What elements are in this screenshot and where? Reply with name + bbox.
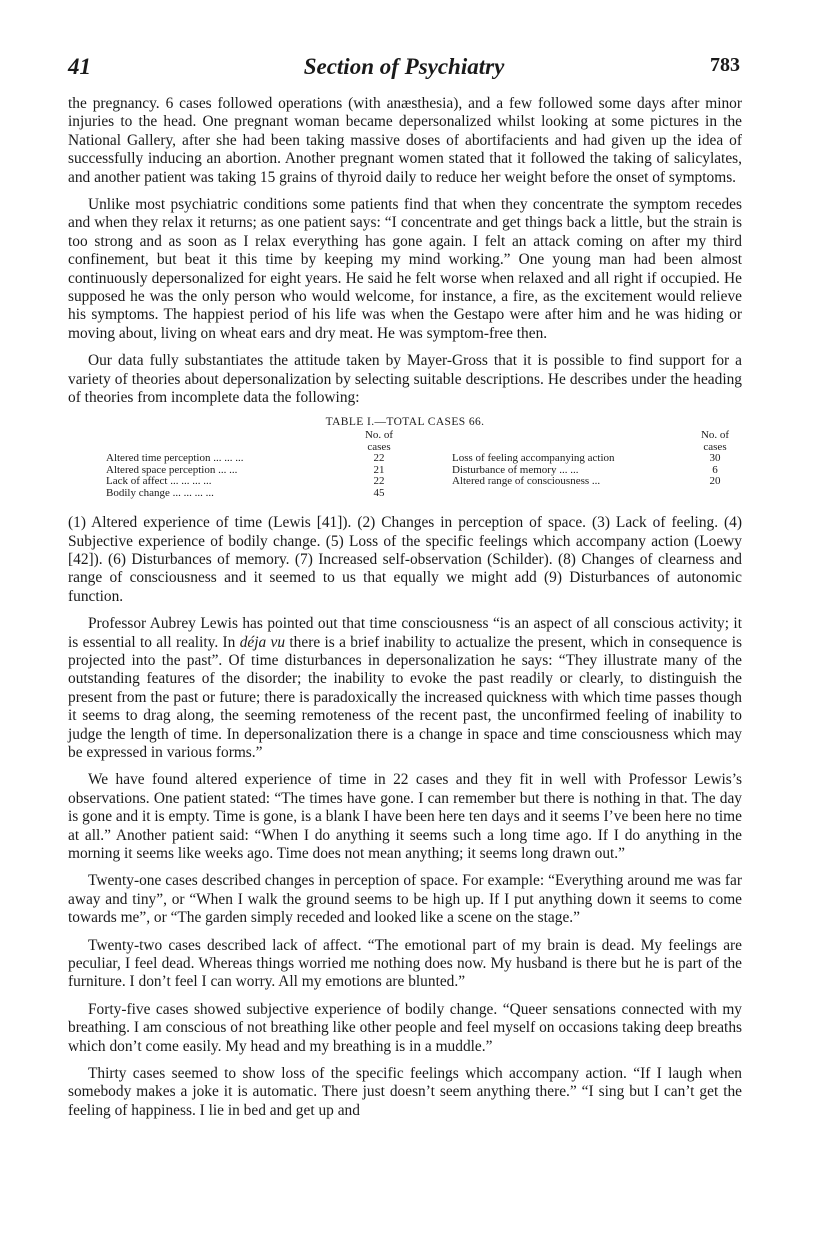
table-row-left	[106, 453, 406, 465]
table-row-label: Altered range of consciousness ...	[452, 475, 601, 488]
table-title: TABLE I.—TOTAL CASES 66.	[325, 415, 485, 428]
table-row-value: 22	[373, 475, 385, 488]
paragraph-5-part-a: Professor Aubrey Lewis has pointed out that time consciousness “is an aspect of all conscious activity; it is essential to all reality. In	[68, 615, 742, 651]
table-row-value: 30	[709, 452, 721, 465]
table-row-label: Disturbance of memory ... ...	[452, 463, 579, 476]
table-row-value: 21	[373, 463, 385, 476]
table-row-value: 20	[709, 475, 721, 488]
paragraph-8: Twenty-two cases described lack of affect. “The emotional part of my brain is dead. My feelings are peculiar, I feel dead. Whereas things worried me nothing does now. My husband is there but he is part of the furniture. I don’t feel I can worry. All my emotions are blunted.”	[68, 936, 742, 991]
page-number-left: 41	[68, 54, 91, 79]
table-1	[68, 417, 742, 505]
paragraph-5-italic: déja vu	[239, 633, 286, 651]
paragraph-9: Forty-five cases showed subjective experience of bodily change. “Queer sensations connected with my breathing. I am conscious of not breathing like other people and feel myself on occasions taking deep breaths which don’t come easily. My head and my breathing is in a muddle.”	[68, 1000, 742, 1055]
section-title: Section of Psychiatry	[303, 54, 505, 79]
paragraph-2: Unlike most psychiatric conditions some patients find that when they concentrate the symptom recedes and when they relax it returns; as one patient says: “I concentrate and get things back a little, but the strain is too strong and as soon as I relax everything has gone again. I felt an attack coming on after my third confinement, but beat it this time by keeping my mind working.” One young man had been almost continuously depersonalized for eight years. He said he felt worse when relaxed and all right if occupied. He supposed he was the only person who would welcome, for instance, a fire, as the excitement would relieve his symptoms. The happiest period of his life was when the Gestapo were after him and he was hiding or moving about, living on wheat ears and dry meat. He was symptom-free then.	[68, 196, 742, 342]
page-header	[68, 50, 740, 84]
table-row-label: Loss of feeling accompanying action	[452, 452, 615, 465]
paragraph-4: (1) Altered experience of time (Lewis [41]). (2) Changes in perception of space. (3) Lack of feeling. (4) Subjective experience of bodily change. (5) Loss of the specific feelings which accompany action (Loewy [42]). (6) Disturbances of memory. (7) Increased self-observation (Schilder). (8) Changes of clearness and range of consciousness and it seemed to us that equally we might add (9) Disturbances of autonomic function.	[68, 514, 742, 605]
table-row-label: Lack of affect ... ... ... ...	[106, 475, 212, 488]
table-header-right: No. of cases	[700, 429, 730, 453]
table-row-right	[452, 453, 742, 465]
paragraph-10: Thirty cases seemed to show loss of the specific feelings which accompany action. “If I laugh when somebody makes a joke it is automatic. There just doesn’t seem anything there.” “I sing but I can’t get the feeling of happiness. I lie in bed and get up and	[68, 1065, 742, 1119]
table-row-value: 45	[373, 486, 385, 499]
table-header-left: No. of cases	[364, 429, 394, 453]
table-row-right	[452, 476, 742, 488]
table-row-label: Altered time perception ... ... ...	[106, 452, 244, 465]
paragraph-5	[68, 615, 742, 762]
paragraph-6: We have found altered experience of time in 22 cases and they fit in well with Professor Lewis’s observations. One patient stated: “The times have gone. I can remember but there is nothing in that. The day is gone and it is empty. Time is gone, is a blank I have been here ten days and it seems I’ve been here no time at all.” Another patient said: “When I do anything it seems such a long time ago. If I do anything in the morning it seems like weeks ago. Time does not mean anything; it seems long drawn out.”	[68, 771, 742, 862]
table-row-value: 6	[712, 463, 718, 476]
table-row-left	[106, 488, 406, 500]
page-number-right: 783	[710, 54, 740, 76]
table-row-label: Altered space perception ... ...	[106, 463, 238, 476]
paragraph-5-part-b: there is a brief inability to actualize the present, which in consequence is projected into the past”. Of time disturbances in depersonalization he says: “They illustrate many of the outstanding features of the disorder; the inability to evoke the past readily or clearly, to distinguish the present from the past or future; there is paradoxically the increased quickness with which time passes though it seems to drag along, the seeming remoteness of the recent past, the unconfirmed feeling of inability to judge the length of time. In depersonalization there is a change in space and time consciousness which may be expressed in various forms.”	[68, 633, 742, 761]
article-body	[68, 95, 742, 1129]
table-row-label: Bodily change ... ... ... ...	[106, 486, 214, 499]
paragraph-1: the pregnancy. 6 cases followed operations (with anæsthesia), and a few followed some days after minor injuries to the head. One pregnant woman became depersonalized whilst looking at some pictures in the National Gallery, after she had been taking massive doses of abortifacients and had given up the idea of successfully inducing an abortion. Another pregnant women stated that it followed the taking of salicylates, and another patient was taking 15 grains of thyroid daily to reduce her weight before the onset of symptoms.	[68, 95, 742, 186]
paragraph-7: Twenty-one cases described changes in perception of space. For example: “Everything around me was far away and tiny”, or “When I walk the ground seems to be high up. If I put anything down it seems to come towards me”, or “The garden simply receded and looked like a scene on the stage.”	[68, 872, 742, 927]
table-row-value: 22	[373, 452, 385, 465]
paragraph-3: Our data fully substantiates the attitude taken by Mayer-Gross that it is possible to find support for a variety of theories about depersonalization by selecting suitable descriptions. He describes under the heading of theories from incomplete data the following:	[68, 352, 742, 407]
